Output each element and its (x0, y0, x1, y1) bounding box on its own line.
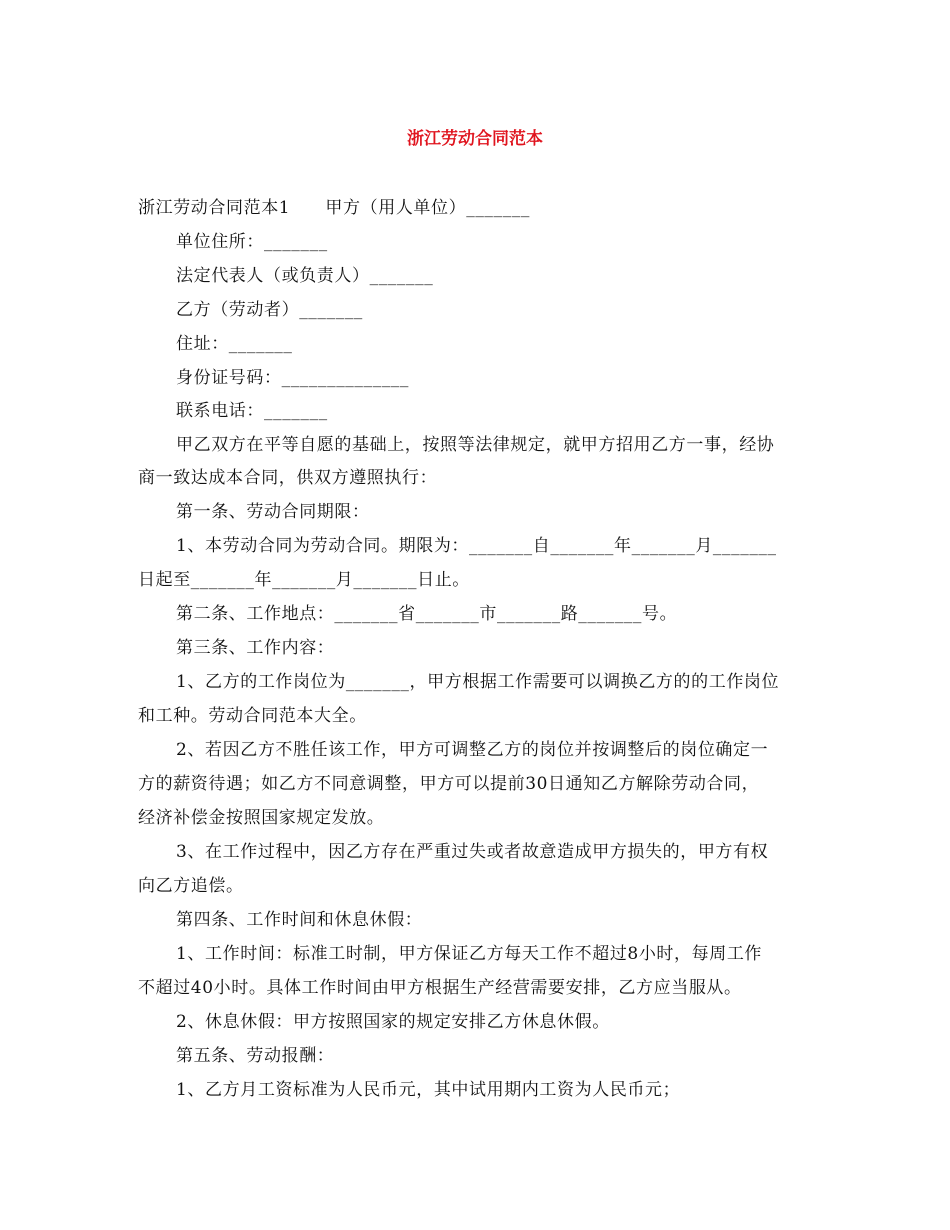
article-1-clause-1-line-1: 1、本劳动合同为劳动合同。期限为：_______自_______年_______月_______ (176, 536, 777, 556)
article-4-heading: 第四条、工作时间和休息休假： (176, 910, 423, 930)
article-1-heading: 第一条、劳动合同期限： (176, 502, 370, 522)
phone-line: 联系电话：_______ (176, 401, 328, 421)
article-3-clause-2-line-2: 方的薪资待遇；如乙方不同意调整，甲方可以提前30日通知乙方解除劳动合同， (138, 774, 760, 794)
legal-representative-line: 法定代表人（或负责人）_______ (176, 266, 434, 286)
article-3-clause-3-line-1: 3、在工作过程中，因乙方存在严重过失或者故意造成甲方损失的，甲方有权 (176, 842, 769, 862)
article-3-clause-3-line-2: 向乙方追偿。 (138, 876, 244, 896)
company-address-line: 单位住所：_______ (176, 232, 328, 252)
address-line: 住址：_______ (176, 334, 293, 354)
article-3-clause-1-line-2: 和工种。劳动合同范本大全。 (138, 706, 367, 726)
preamble-line-1: 甲乙双方在平等自愿的基础上，按照等法律规定，就甲方招用乙方一事，经协 (176, 435, 775, 455)
preamble-line-2: 商一致达成本合同，供双方遵照执行： (138, 468, 438, 488)
id-number-line: 身份证号码：______________ (176, 368, 409, 388)
article-4-clause-1-line-1: 1、工作时间：标准工时制，甲方保证乙方每天工作不超过8小时，每周工作 (176, 944, 763, 964)
article-1-clause-1-line-2: 日起至_______年_______月_______日止。 (138, 570, 470, 590)
party-b-line: 乙方（劳动者）_______ (176, 300, 363, 320)
party-a-line: 浙江劳动合同范本1 甲方（用人单位）_______ (138, 198, 530, 218)
article-5-heading: 第五条、劳动报酬： (176, 1046, 335, 1066)
article-3-clause-1-line-1: 1、乙方的工作岗位为_______，甲方根据工作需要可以调换乙方的的工作岗位 (176, 672, 780, 692)
article-2-line: 第二条、工作地点：_______省_______市_______路_______号。 (176, 604, 678, 624)
article-3-clause-2-line-1: 2、若因乙方不胜任该工作，甲方可调整乙方的岗位并按调整后的岗位确定一 (176, 740, 769, 760)
article-5-clause-1-line: 1、乙方月工资标准为人民币元，其中试用期内工资为人民币元； (176, 1080, 681, 1100)
document-title: 浙江劳动合同范本 (407, 129, 543, 149)
article-3-heading: 第三条、工作内容： (176, 638, 335, 658)
article-4-clause-2-line: 2、休息休假：甲方按照国家的规定安排乙方休息休假。 (176, 1012, 610, 1032)
article-3-clause-2-line-3: 经济补偿金按照国家规定发放。 (138, 808, 385, 828)
article-4-clause-1-line-2: 不超过40小时。具体工作时间由甲方根据生产经营需要安排，乙方应当服从。 (138, 978, 742, 998)
